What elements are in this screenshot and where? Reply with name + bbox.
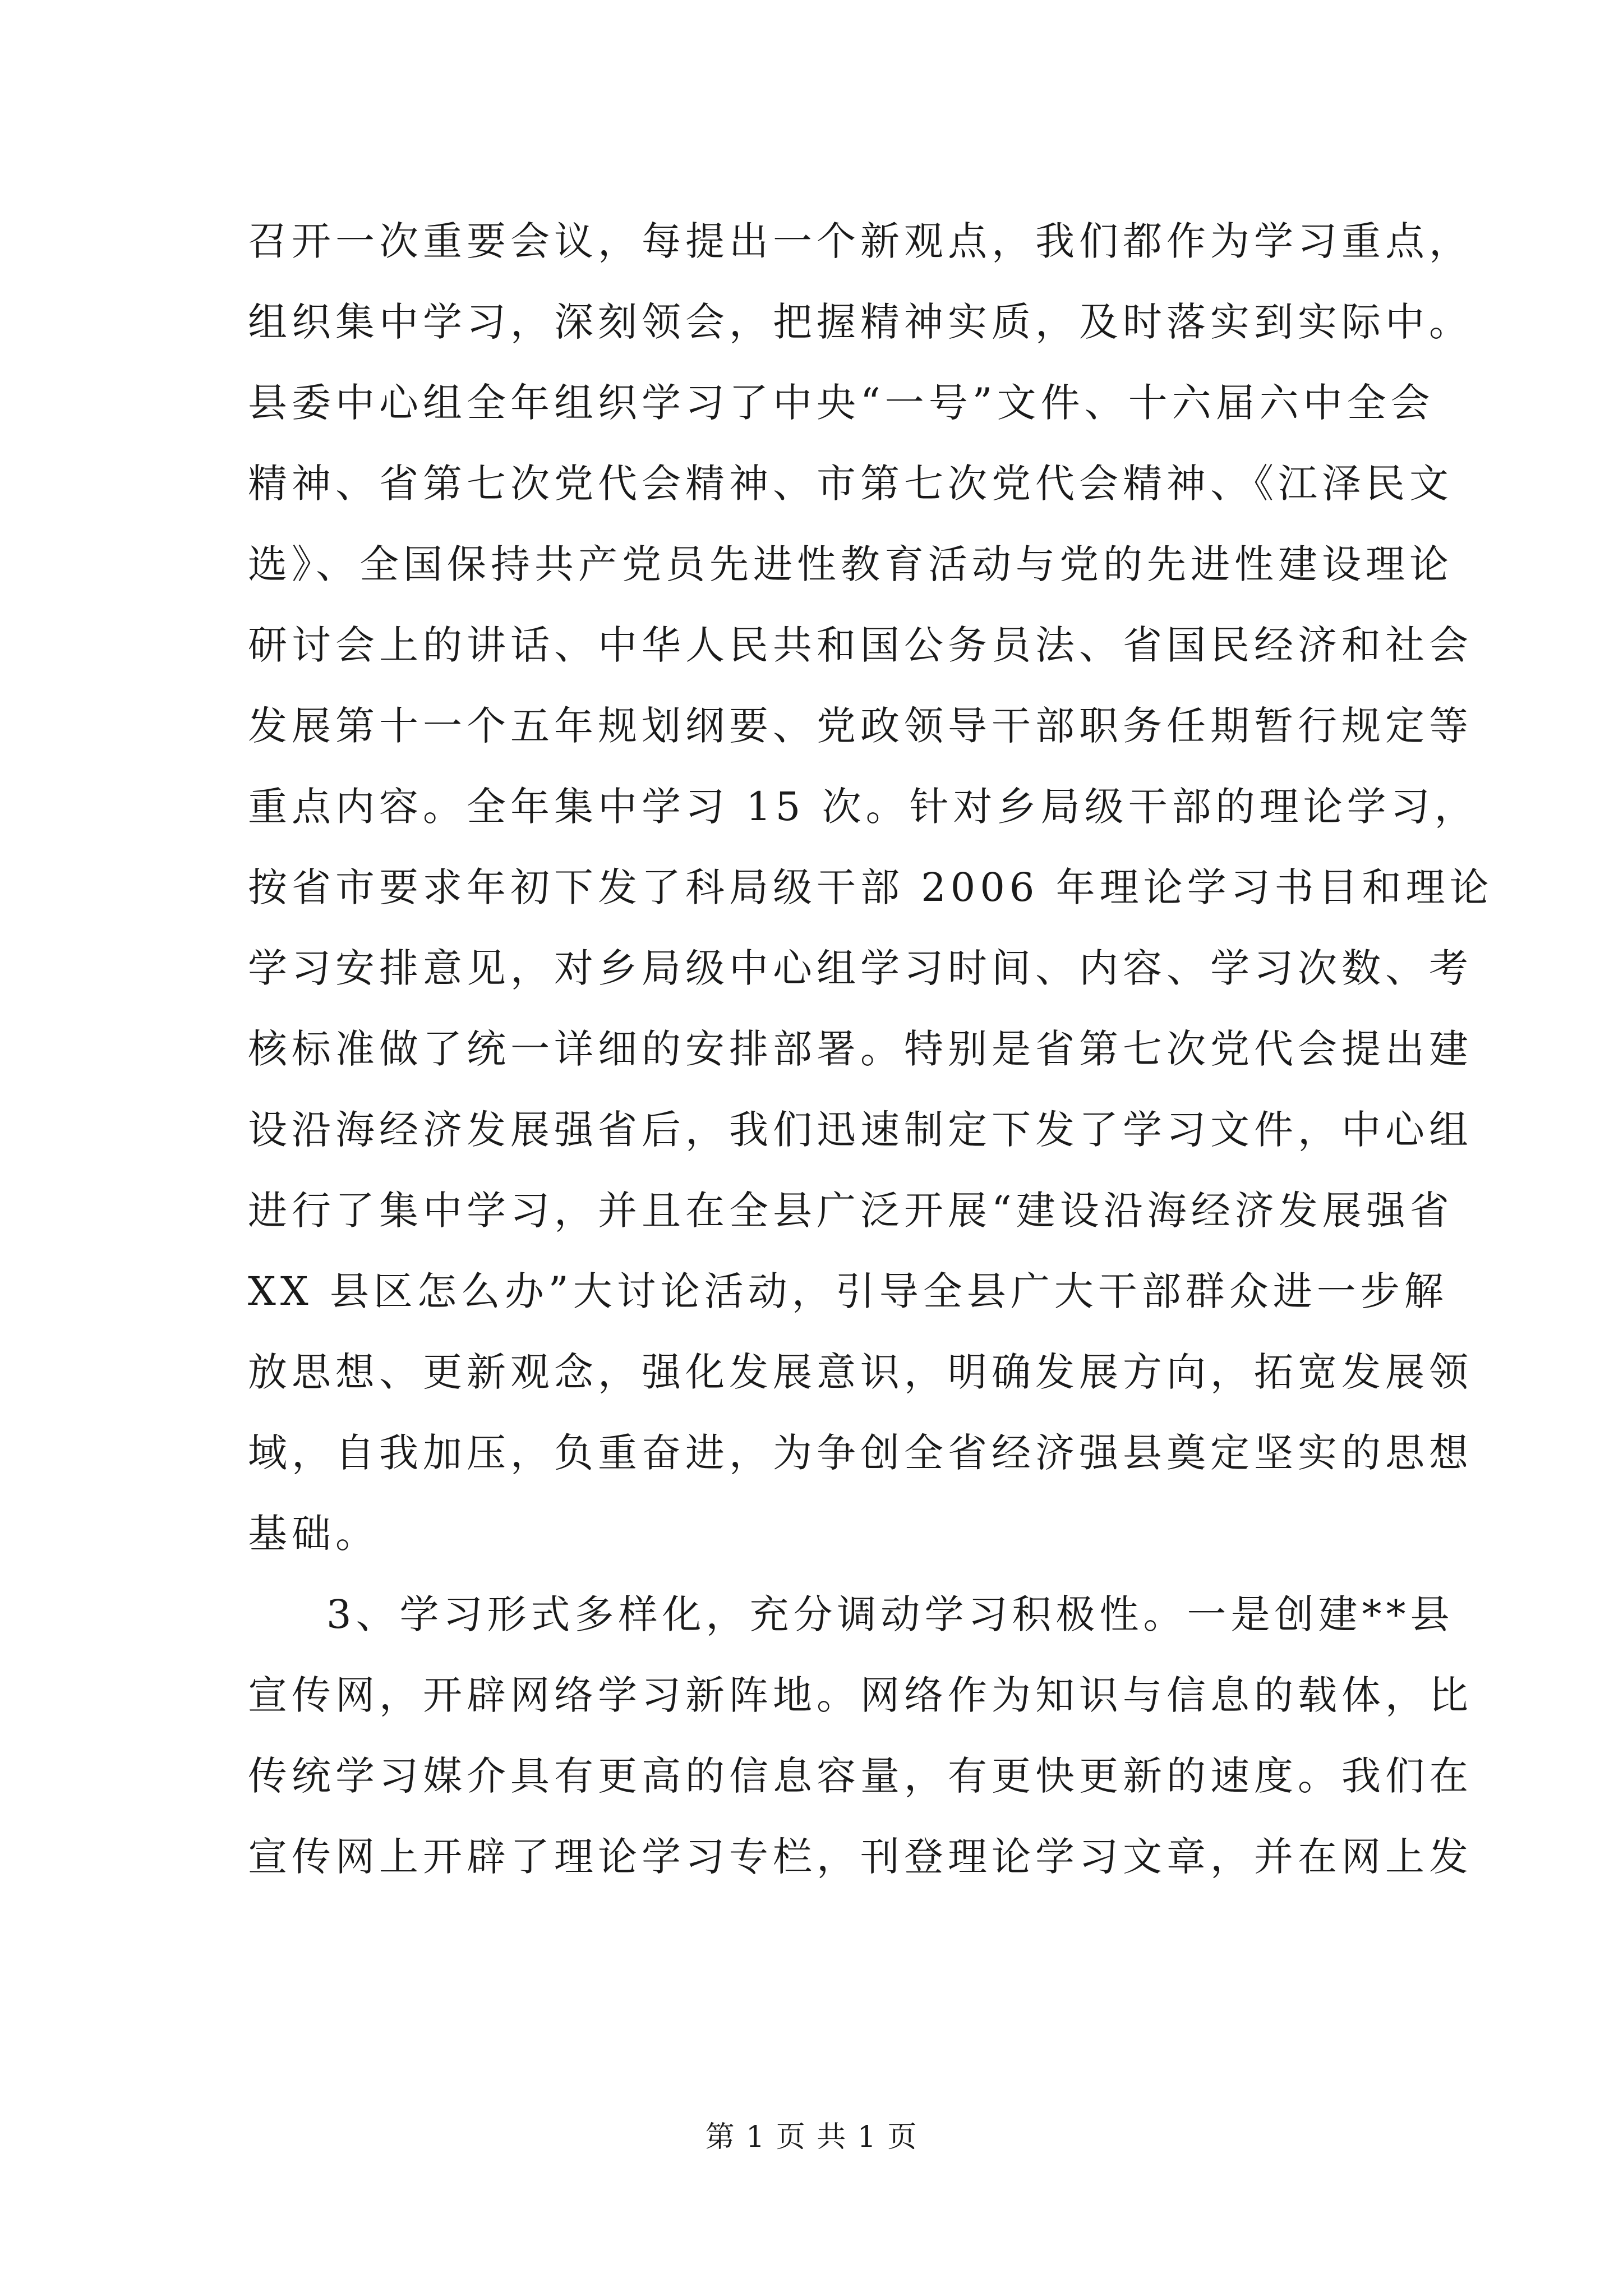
text-line: 放思想、更新观念，强化发展意识，明确发展方向，拓宽发展领 [248,1349,1473,1395]
text-line: 选》、全国保持共产党员先进性教育活动与党的先进性建设理论 [248,541,1453,587]
text-line: 重点内容。全年集中学习 15 次。针对乡局级干部的理论学习， [248,784,1478,830]
text-line: 发展第十一个五年规划纲要、党政领导干部职务任期暂行规定等 [248,703,1473,749]
text-line: 传统学习媒介具有更高的信息容量，有更快更新的速度。我们在 [248,1753,1473,1799]
page-number-footer: 第 1 页 共 1 页 [705,2120,918,2154]
text-line: 宣传网，开辟网络学习新阵地。网络作为知识与信息的载体，比 [248,1672,1473,1718]
text-line: 宣传网上开辟了理论学习专栏，刊登理论学习文章，并在网上发 [248,1834,1473,1880]
text-line: 基础。 [248,1511,379,1557]
text-line: 学习安排意见，对乡局级中心组学习时间、内容、学习次数、考 [248,945,1473,991]
text-line: XX 县区怎么办”大讨论活动，引导全县广大干部群众进一步解 [248,1268,1448,1314]
text-line: 设沿海经济发展强省后，我们迅速制定下发了学习文件，中心组 [248,1107,1473,1153]
text-line: 召开一次重要会议，每提出一个新观点，我们都作为学习重点， [248,218,1473,264]
text-line: 研讨会上的讲话、中华人民共和国公务员法、省国民经济和社会 [248,622,1473,668]
paragraph-start-line: 3、学习形式多样化，充分调动学习积极性。一是创建**县 [326,1591,1454,1637]
document-body [248,201,1493,1897]
text-line: 核标准做了统一详细的安排部署。特别是省第七次党代会提出建 [248,1026,1473,1072]
text-line: 域，自我加压，负重奋进，为争创全省经济强县奠定坚实的思想 [248,1430,1473,1476]
text-line: 县委中心组全年组织学习了中央“一号”文件、十六届六中全会 [248,380,1435,426]
text-line: 进行了集中学习，并且在全县广泛开展“建设沿海经济发展强省 [248,1188,1454,1234]
text-line: 按省市要求年初下发了科局级干部 2006 年理论学习书目和理论 [248,864,1493,910]
text-line: 精神、省第七次党代会精神、市第七次党代会精神、《江泽民文 [248,461,1453,507]
text-line: 组织集中学习，深刻领会，把握精神实质，及时落实到实际中。 [248,299,1473,345]
